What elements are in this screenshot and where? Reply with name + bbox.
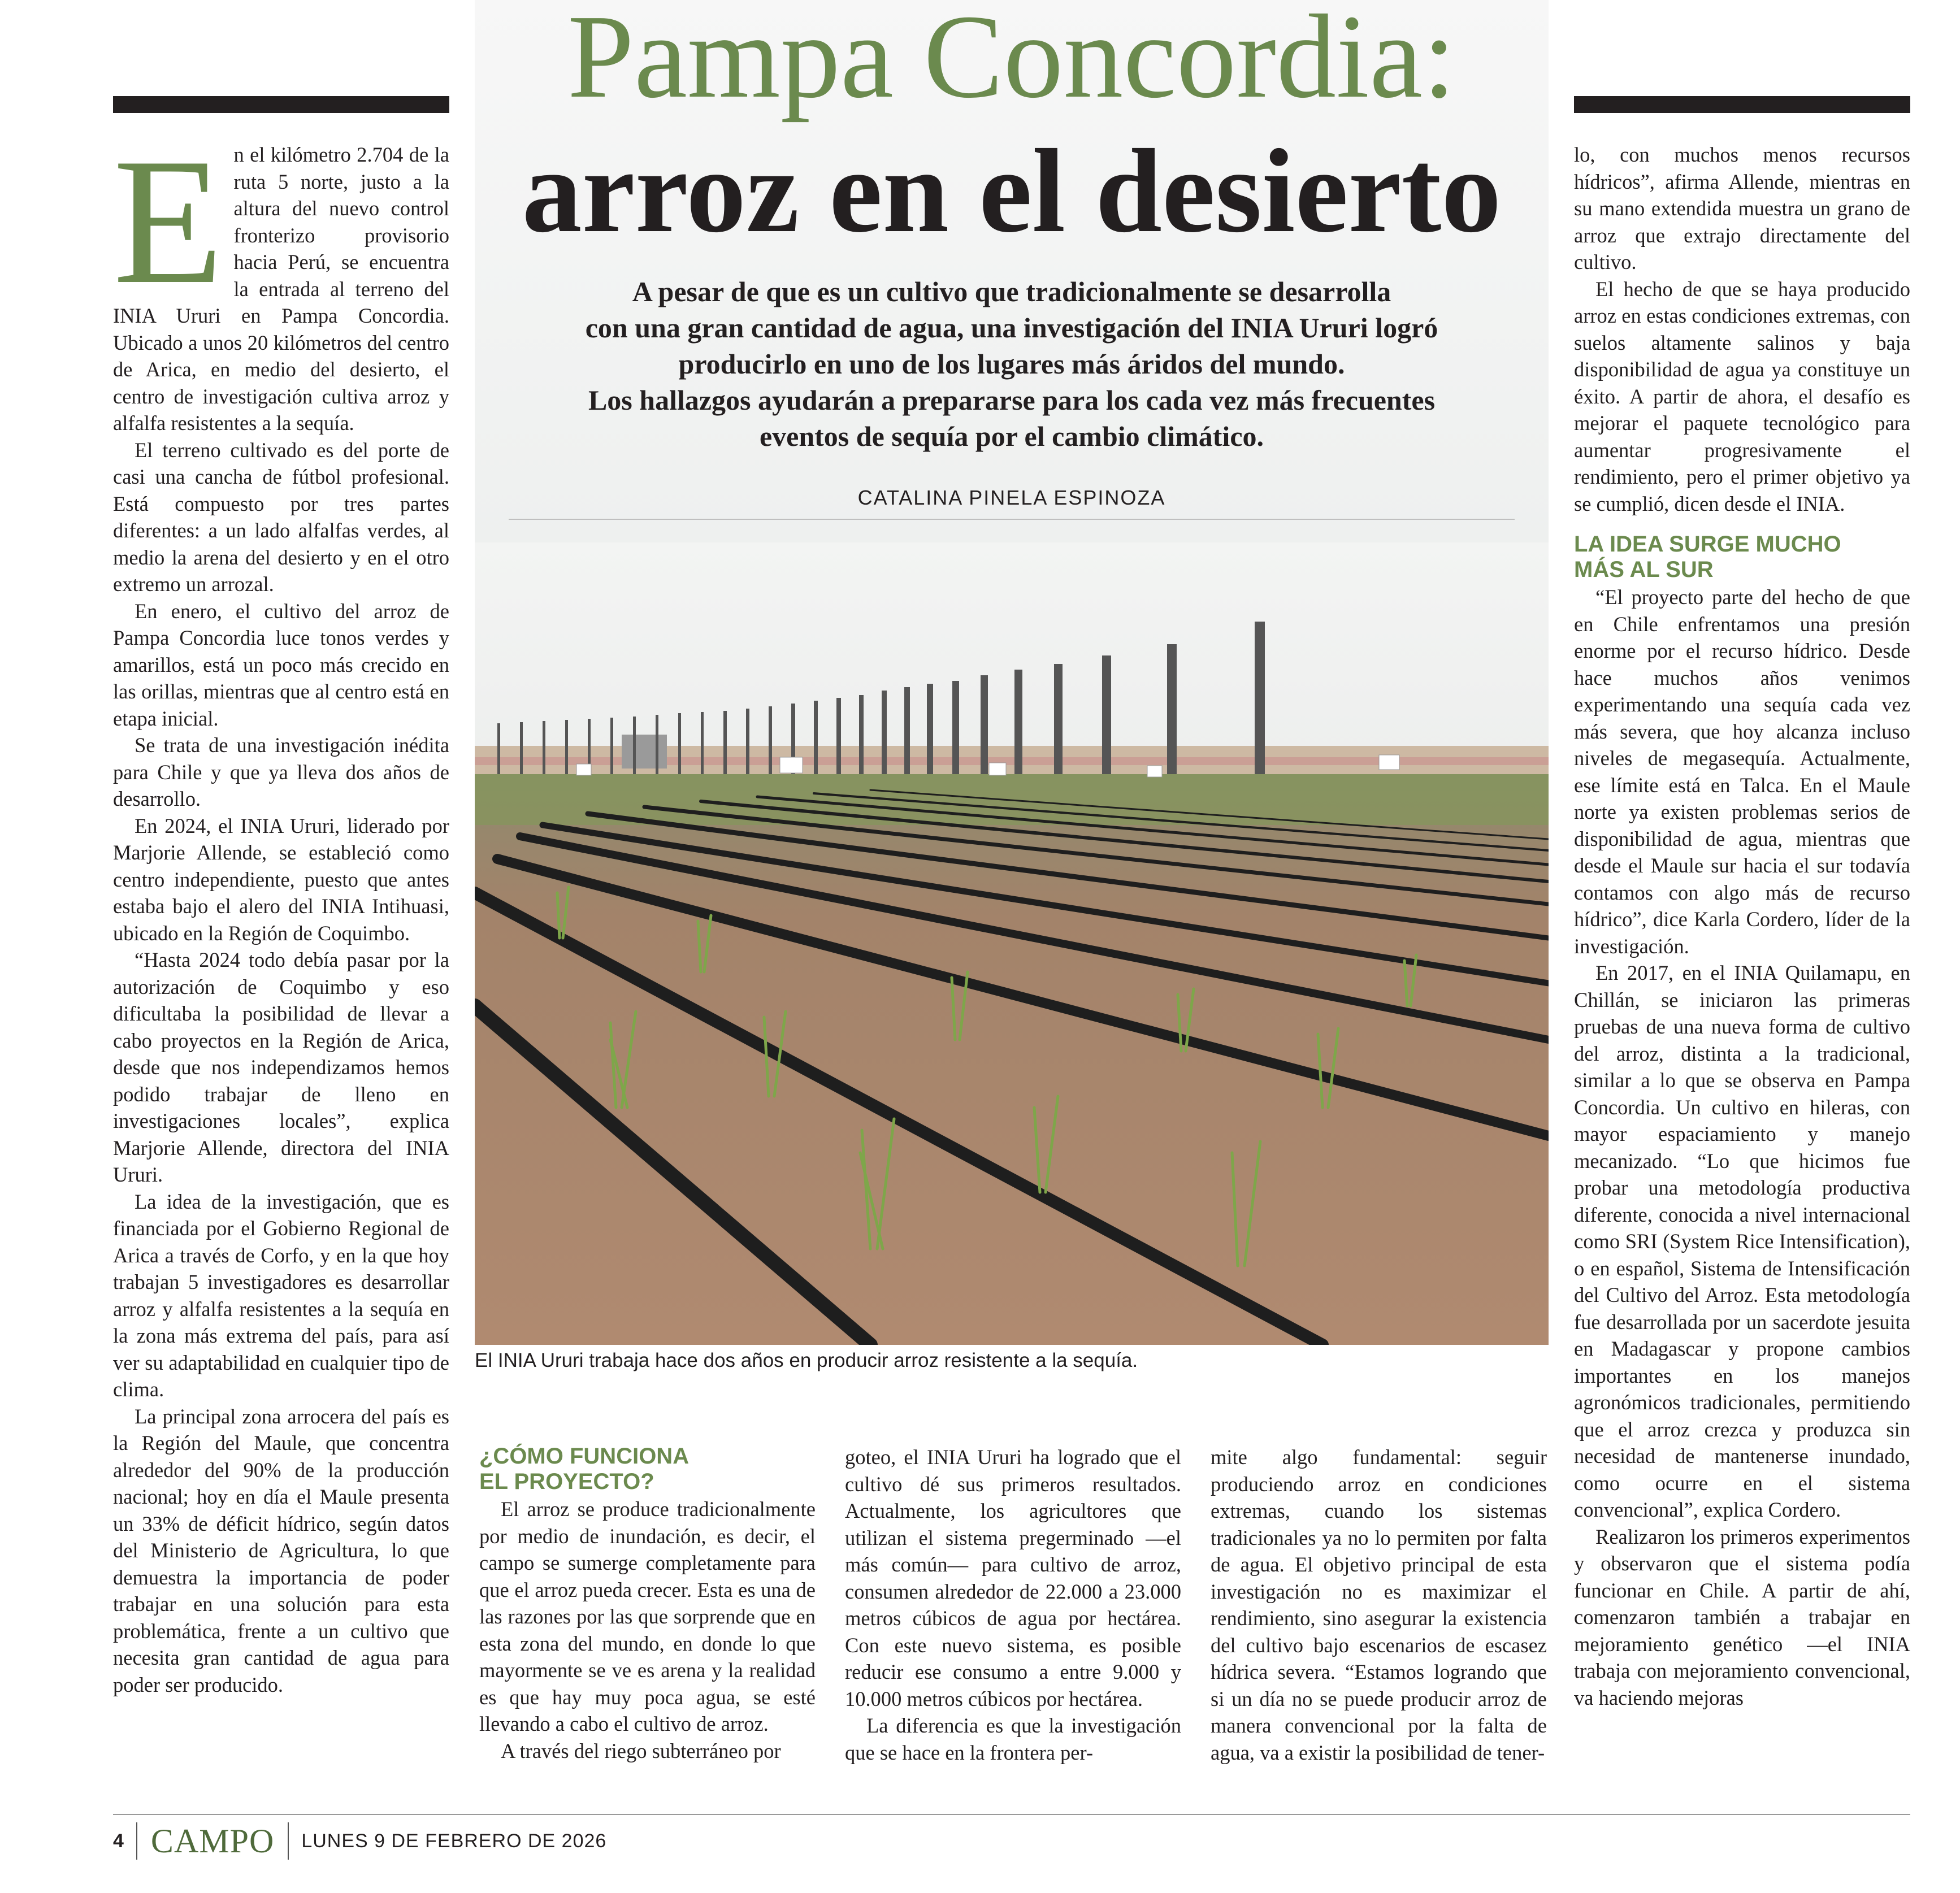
drop-cap: E xyxy=(113,121,224,322)
footer-divider xyxy=(113,1814,1910,1815)
field-photo xyxy=(475,542,1549,1345)
paragraph: n el kilómetro 2.704 de la ruta 5 norte, justo a la altura del nuevo control fronterizo provisorio hacia Perú, se encuentra la entrada al terreno del INIA Ururi en Pampa Concordia. Ubicado a unos 20 kilómetros del centro de Arica, en medio del desierto, el centro de investigación cultiva arroz y alfalfa resistentes a la sequía. xyxy=(113,143,449,435)
deck-line: producirlo en uno de los lugares más áridos del mundo. xyxy=(678,348,1345,380)
paragraph: Realizaron los primeros experimentos y observaron que el sistema podía funcionar en Chile. A partir de ahí, comenzaron también a trabajar en mejoramiento genético —el INIA trabaja con mejoramiento convencional, va haciendo mejoras xyxy=(1574,1525,1910,1709)
subheading-line: LA IDEA SURGE MUCHO xyxy=(1574,532,1841,557)
headline-line-1: Pampa Concordia: xyxy=(567,0,1456,123)
article-column-5 xyxy=(1574,141,1910,1711)
subheading xyxy=(1574,532,1910,583)
subheading-line: ¿CÓMO FUNCIONA xyxy=(479,1444,690,1469)
paragraph: Se trata de una investigación inédita para Chile y que ya lleva dos años de desarrollo. xyxy=(113,733,449,810)
paragraph: El terreno cultivado es del porte de casi una cancha de fútbol profesional. Está compuesto por tres partes diferentes: a un lado alfalfas verdes, al medio la arena del desierto y en el otro extremo un arrozal. xyxy=(113,438,449,596)
paragraph: A través del riego subterráneo por xyxy=(501,1739,781,1762)
distant-structure xyxy=(622,735,667,769)
subheading xyxy=(479,1444,816,1495)
deck-line: con una gran cantidad de agua, una investigación del INIA Ururi logró xyxy=(585,312,1438,344)
paragraph: En 2017, en el INIA Quilamapu, en Chillán, se iniciaron las primeras pruebas de una nueva forma de cultivo del arroz, distinta a la tradicional, similar a lo que se observa en Pampa Concordia. Un cultivo en hileras, con mayor espaciamiento y manejo mecanizado. “Lo que hicimos fue probar una metodología productiva diferente, conocida a nivel internacional como SRI (System Rice Intensification), o en español, Sistema de Intensificación del Cultivo del Arroz. Esta metodología fue desarrollada por un sacerdote jesuita en Madagascar y propone cambios importantes en los manejos agronómicos tradicionales, permitiendo que el arroz crezca y produzca sin necesidad de mantenerse inundado, como ocurre en el sistema convencional”, explica Cordero. xyxy=(1574,961,1910,1521)
paragraph: El arroz se produce tradicionalmente por medio de inundación, es decir, el campo se sumerge completamente para que el arroz pueda crecer. Esta es una de las razones por las que sorprende que en esta zona del mundo, en donde lo que mayormente se ve es arena y la realidad es que hay muy poca agua, se esté llevando a cabo el cultivo de arroz. xyxy=(479,1497,816,1735)
paragraph: “Hasta 2024 todo debía pasar por la autorización de Coquimbo y eso dificultaba la posibilidad de llevar a cabo proyectos en la Región de Arica, desde que nos independizamos hemos podido trabajar de lleno en investigaciones locales”, explica Marjorie Allende, directora del INIA Ururi. xyxy=(113,948,449,1186)
paragraph: En enero, el cultivo del arroz de Pampa Concordia luce tonos verdes y amarillos, está un poco más crecido en las orillas, mientras que al centro está en etapa inicial. xyxy=(113,599,449,730)
top-rule-left xyxy=(113,96,449,113)
issue-date: LUNES 9 DE FEBRERO DE 2026 xyxy=(301,1830,607,1852)
deck-line: Los hallazgos ayudarán a prepararse para los cada vez más frecuentes xyxy=(588,384,1436,416)
paragraph: En 2024, el INIA Ururi, liderado por Marjorie Allende, se estableció como centro independiente, puesto que antes estaba bajo el alero del INIA Intihuasi, ubicado en la Región de Coquimbo. xyxy=(113,814,449,945)
deck xyxy=(509,273,1515,454)
rice-field-illustration xyxy=(475,542,1549,1345)
byline-divider xyxy=(509,519,1515,520)
article-column-1 xyxy=(113,121,449,1698)
paragraph: El hecho de que se haya producido arroz en estas condiciones extremas, con suelos altamente salinos y baja disponibilidad de agua ya constituye un éxito. A partir de ahora, el desafío es mejorar el paquete tecnológico para aumentar progresivamente el rendimiento, pero el primer objetivo ya se cumplió, dicen desde el INIA. xyxy=(1574,277,1910,515)
article-column-2 xyxy=(479,1444,816,1764)
paragraph: La idea de la investigación, que es financiada por el Gobierno Regional de Arica a través de Corfo, y en la que hoy trabajan 5 investigadores es desarrollar arroz y alfalfa resistentes a la sequía en la zona más extrema del país, para así ver su adaptabilidad en cualquier tipo de clima. xyxy=(113,1189,449,1401)
paragraph: “El proyecto parte del hecho de que en Chile enfrentamos una presión enorme por el recurso hídrico. Desde hace muchos años venimos experimentando una sequía cada vez más severa, que hoy alcanza incluso niveles de megasequía. Actualmente, ese límite está en Talca. En el Maule norte ya existen problemas serios de disponibilidad de agua, mientras que desde el Maule sur hacia el sur todavía contamos con algo más de recurso hídrico”, dice Karla Cordero, líder de la investigación. xyxy=(1574,585,1910,958)
subheading-line: EL PROYECTO? xyxy=(479,1469,654,1494)
paragraph: goteo, el INIA Ururi ha logrado que el cultivo dé sus primeros resultados. Actualmente, los agricultores que utilizan el sistema pregerminado —el más común— para cultivo de arroz, consumen alrededor de 22.000 a 23.000 metros cúbicos de agua por hectárea. Con este nuevo sistema, es posible reducir ese consumo a entre 9.000 y 10.000 metros cúbicos por hectárea. xyxy=(845,1445,1181,1710)
article-column-3 xyxy=(845,1444,1181,1766)
top-rule-right xyxy=(1574,96,1910,113)
page-number: 4 xyxy=(113,1830,124,1852)
byline: CATALINA PINELA ESPINOZA xyxy=(857,486,1166,509)
headline-line-2: arroz en el desierto xyxy=(522,124,1502,257)
footer-separator xyxy=(136,1822,137,1860)
photo-caption: El INIA Ururi trabaja hace dos años en producir arroz resistente a la sequía. xyxy=(475,1349,1138,1371)
deck-line: A pesar de que es un cultivo que tradicionalmente se desarrolla xyxy=(632,276,1391,307)
paragraph: lo, con muchos menos recursos hídricos”, afirma Allende, mientras en su mano extendida muestra un grano de arroz que extrajo directamente del cultivo. xyxy=(1574,143,1910,273)
deck-line: eventos de sequía por el cambio climático. xyxy=(759,420,1264,452)
article-column-4 xyxy=(1211,1444,1547,1766)
footer-separator xyxy=(288,1822,289,1860)
section-name: CAMPO xyxy=(150,1822,275,1860)
subheading-line: MÁS AL SUR xyxy=(1574,557,1714,582)
paragraph: La diferencia es que la investigación que se hace en la frontera per- xyxy=(845,1714,1181,1764)
paragraph: mite algo fundamental: seguir produciendo arroz en condiciones extremas, cuando los sistemas tradicionales ya no lo permiten por falta de agua. El objetivo principal de esta investigación no es maximizar el rendimiento, sino asegurar la existencia del cultivo bajo escenarios de escasez hídrica severa. “Estamos logrando que si un día no se puede producir arroz de manera convencional por la falta de agua, va a existir la posibilidad de tener- xyxy=(1211,1445,1547,1764)
paragraph: La principal zona arrocera del país es la Región del Maule, que concentra alrededor del 90% de la producción nacional; hoy en día el Maule presenta un 33% de déficit hídrico, según datos del Ministerio de Agricultura, lo que demuestra la importancia de poder trabajar en una solución para esta problemática, frente a un cultivo que necesita gran cantidad de agua para poder ser producido. xyxy=(113,1404,449,1696)
page-footer xyxy=(113,1818,606,1864)
